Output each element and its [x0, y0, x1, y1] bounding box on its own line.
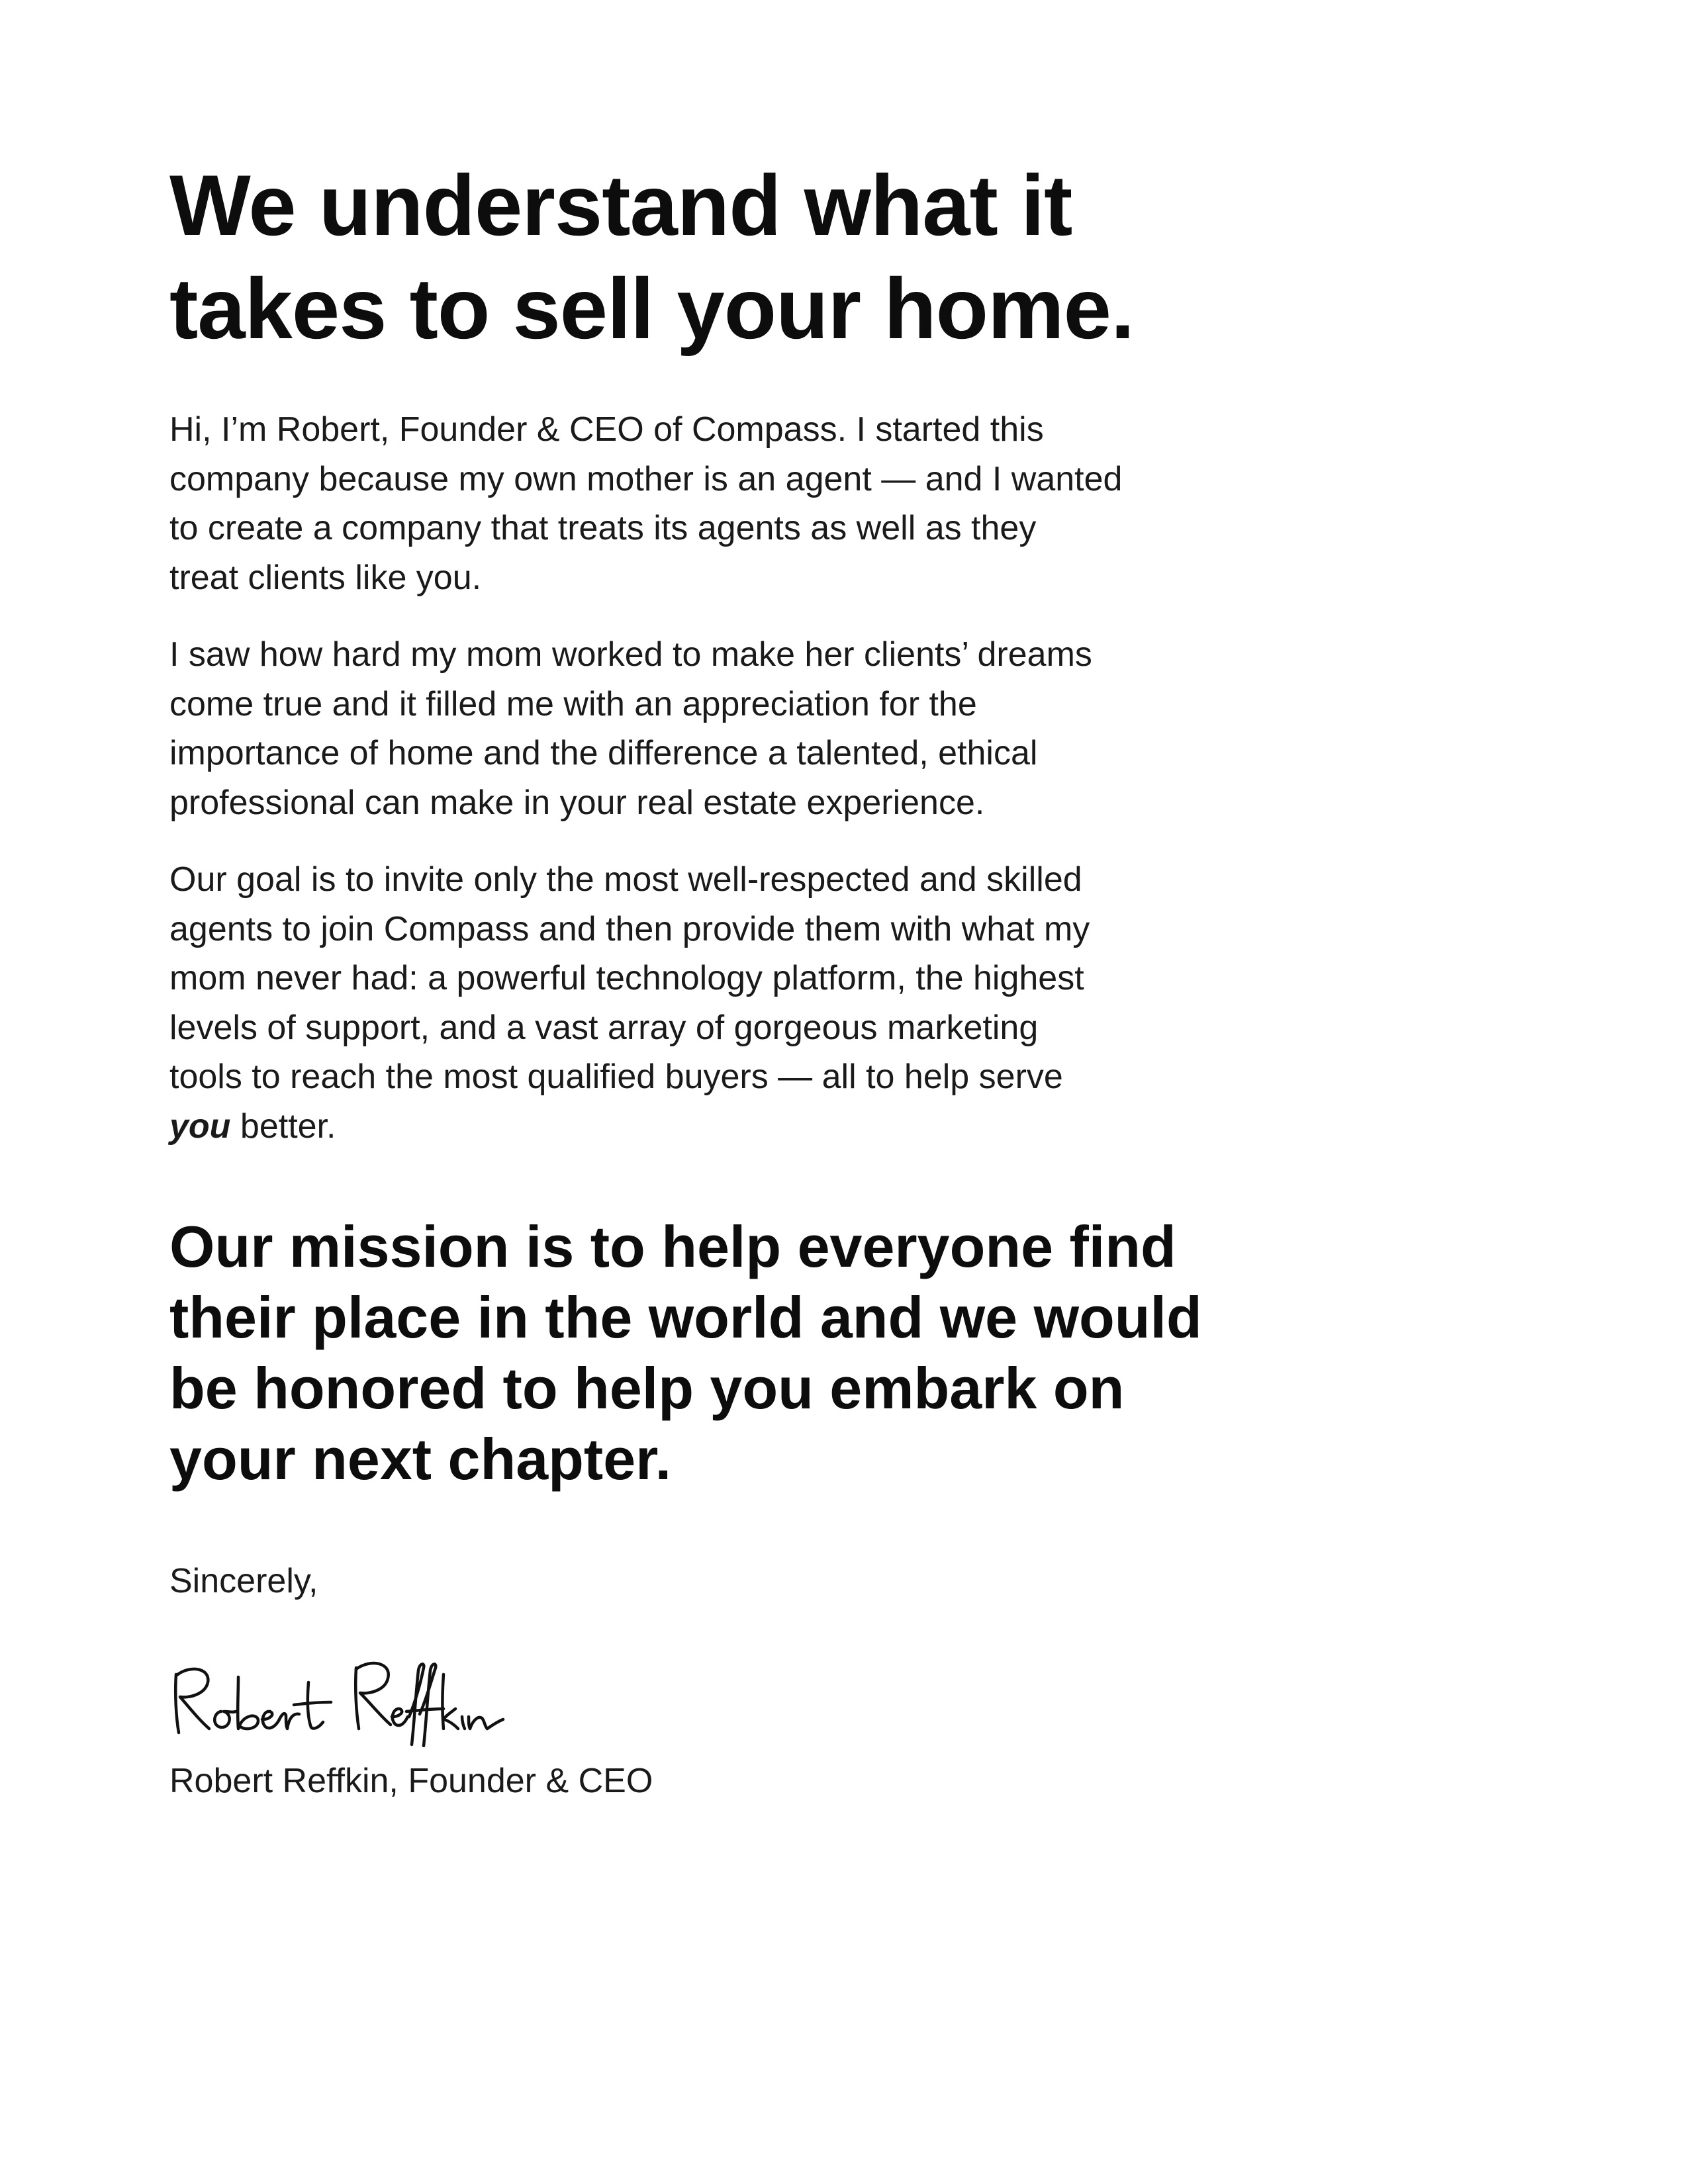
- signer-name-title: Robert Reffkin, Founder & CEO: [169, 1762, 653, 1800]
- intro-paragraph: [169, 405, 1255, 602]
- paragraph-line: mom never had: a powerful technology platform, the highest: [169, 959, 1084, 997]
- paragraph-last-line-rest: better.: [230, 1107, 336, 1146]
- paragraph-line: levels of support, and a vast array of gorgeous marketing: [169, 1008, 1039, 1047]
- goal-paragraph: [169, 855, 1255, 1151]
- paragraph-line: treat clients like you.: [169, 558, 482, 597]
- paragraph-line: Our goal is to invite only the most well-respected and skilled: [169, 860, 1082, 899]
- letter-page: [169, 0, 1255, 2184]
- handwritten-signature: [169, 1648, 514, 1747]
- mission-statement: [169, 1211, 1255, 1494]
- mission-line: your next chapter.: [169, 1426, 672, 1492]
- page-headline: [169, 154, 1255, 360]
- mission-line: their place in the world and we would: [169, 1285, 1202, 1350]
- mission-line: Our mission is to help everyone find: [169, 1214, 1176, 1279]
- emphasized-you: you: [169, 1107, 231, 1146]
- paragraph-line: come true and it filled me with an appreciation for the: [169, 684, 977, 723]
- paragraph-line: tools to reach the most qualified buyers — all to help serve: [169, 1058, 1063, 1096]
- paragraph-last-line: [169, 1102, 1255, 1152]
- paragraph-line: Hi, I’m Robert, Founder & CEO of Compass. I started this: [169, 410, 1044, 449]
- paragraph-line: I saw how hard my mom worked to make her clients’ dreams: [169, 635, 1092, 674]
- headline-line-1: We understand what it: [169, 157, 1072, 253]
- mission-line: be honored to help you embark on: [169, 1355, 1125, 1421]
- paragraph-line: to create a company that treats its agents as well as they: [169, 509, 1037, 547]
- paragraph-line: company because my own mother is an agent — and I wanted: [169, 459, 1123, 498]
- mom-paragraph: [169, 630, 1255, 827]
- closing-salutation: Sincerely,: [169, 1562, 318, 1600]
- paragraph-line: agents to join Compass and then provide them with what my: [169, 909, 1090, 948]
- headline-line-2: takes to sell your home.: [169, 260, 1135, 357]
- paragraph-line: professional can make in your real estate experience.: [169, 783, 985, 822]
- paragraph-line: importance of home and the difference a talented, ethical: [169, 734, 1038, 772]
